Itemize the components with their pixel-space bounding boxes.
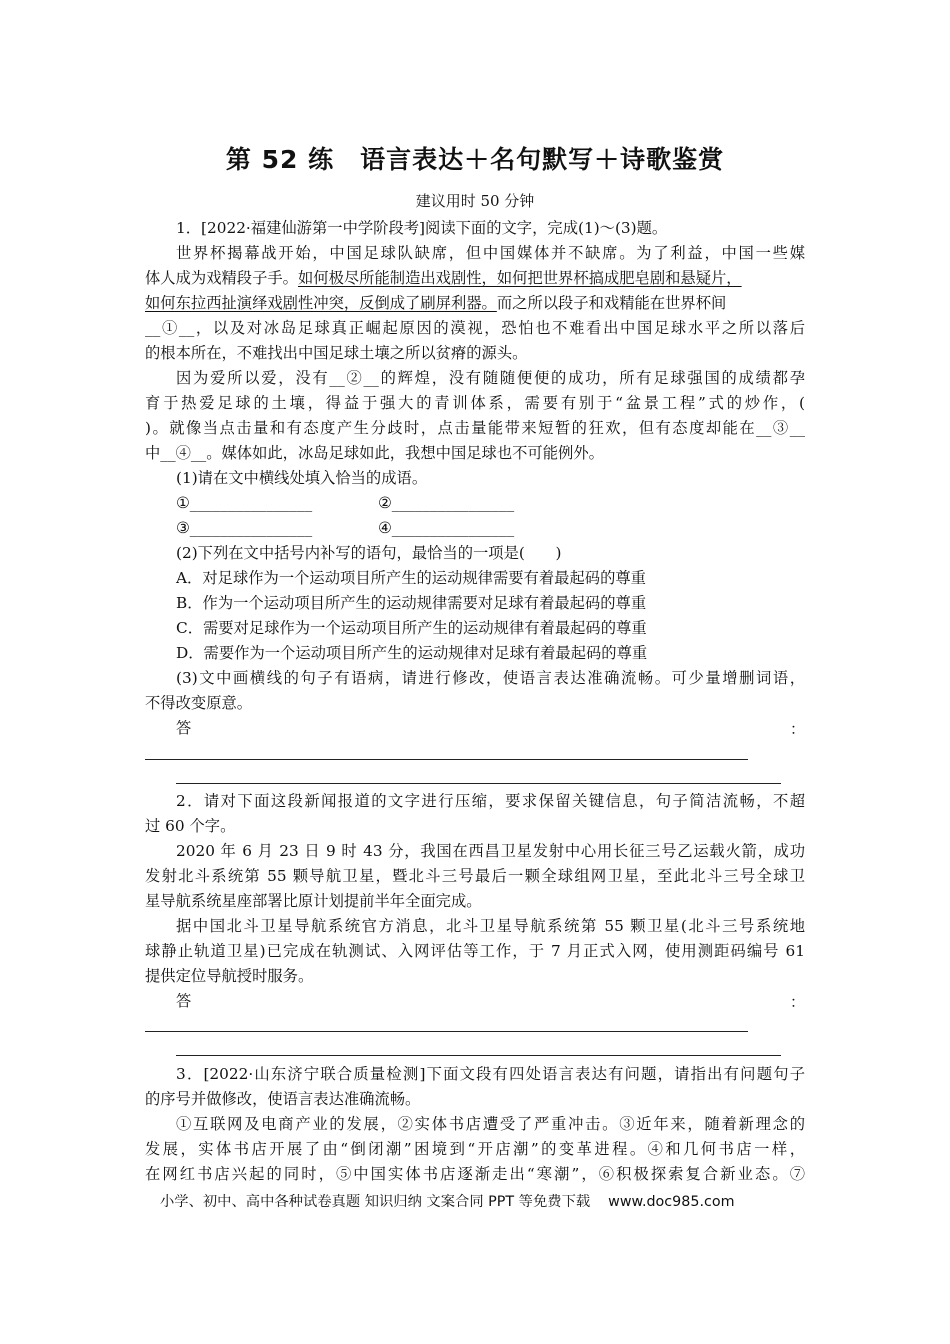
q3-heading: 的序号并做修改，使语言表达准确流畅。 <box>145 1090 421 1108</box>
option-d[interactable]: D．需要作为一个运动项目所产生的运动规律对足球有着最起码的尊重 <box>176 644 648 662</box>
blank-4[interactable]: ④________________ <box>378 519 515 537</box>
q3-passage-line: 发展，实体书店开展了由“倒闭潮”困境到“开店潮”的变革进程。④和几何书店一样， <box>145 1140 805 1158</box>
q1-passage-text: 而之所以段子和戏精能在世界杯间 <box>496 294 727 312</box>
blank-2[interactable]: ②________________ <box>378 494 515 512</box>
q2-heading: 过 60 个字。 <box>145 817 236 835</box>
q1-passage-line: 的根本所在，不难找出中国足球土壤之所以贫瘠的源头。 <box>145 344 528 362</box>
footer <box>160 1191 735 1211</box>
answer-line[interactable] <box>145 759 748 760</box>
q1-passage-text: 体人成为戏精段子手。 <box>145 269 298 287</box>
q1-passage-line: 世界杯揭幕战开始，中国足球队缺席，但中国媒体并不缺席。为了利益，中国一些媒 <box>176 244 805 262</box>
q2-news-line: 星导航系统星座部署比原计划提前半年全面完成。 <box>145 892 482 910</box>
q1-passage-line: 育于热爱足球的土壤，得益于强大的青训体系，需要有别于“盆景工程”式的炒作，( <box>145 394 805 412</box>
answer-colon: ： <box>790 993 806 1011</box>
q1-sub1-prompt: (1)请在文中横线处填入恰当的成语。 <box>176 469 428 487</box>
q1-passage-line: 因为爱所以爱，没有__②__的辉煌，没有随随便便的成功，所有足球强国的成绩都孕 <box>176 369 805 387</box>
q1-passage-line: )。就像当点击量和有态度产生分歧时，点击量能带来短暂的狂欢，但有态度却能在__③__ <box>145 419 805 437</box>
q2-news-line: 球静止轨道卫星)已完成在轨测试、入网评估等工作，于 7 月正式入网，使用测距码编号 61 <box>145 942 805 960</box>
footer-text: 小学、初中、高中各种试卷真题 知识归纳 文案合同 PPT 等免费下载 <box>160 1194 591 1210</box>
answer-colon: ： <box>790 720 806 738</box>
q3-heading: 3．[2022·山东济宁联合质量检测]下面文段有四处语言表达有问题，请指出有问题句子 <box>176 1065 805 1083</box>
option-a[interactable]: A．对足球作为一个运动项目所产生的运动规律需要有着最起码的尊重 <box>176 569 646 587</box>
blank-3[interactable]: ③________________ <box>176 519 313 537</box>
q3-passage-line: 在网红书店兴起的同时，⑤中国实体书店逐渐走出“寒潮”，⑥积极探索复合新业态。⑦ <box>145 1165 805 1183</box>
q1-underlined-sentence: 如何极尽所能制造出戏剧性，如何把世界杯搞成肥皂剧和悬疑片， <box>297 269 742 287</box>
option-c[interactable]: C．需要对足球作为一个运动项目所产生的运动规律有着最起码的尊重 <box>176 619 647 637</box>
q2-news-line: 提供定位导航授时服务。 <box>145 967 314 985</box>
answer-line[interactable] <box>176 1055 781 1056</box>
q3-passage-line: ①互联网及电商产业的发展，②实体书店遭受了严重冲击。③近年来，随着新理念的 <box>176 1115 805 1133</box>
answer-line[interactable] <box>145 1031 748 1032</box>
q2-news-line: 发射北斗系统第 55 颗导航卫星，暨北斗三号最后一颗全球组网卫星，至此北斗三号全球卫 <box>145 867 805 885</box>
q1-underlined-sentence: 如何东拉西扯演绎戏剧性冲突，反倒成了刷屏利器。 <box>145 294 497 312</box>
footer-url[interactable]: www.doc985.com <box>608 1194 735 1210</box>
q1-sub3-prompt: 不得改变原意。 <box>145 694 253 712</box>
answer-label: 答 <box>176 992 192 1010</box>
q2-news-line: 据中国北斗卫星导航系统官方消息，北斗卫星导航系统第 55 颗卫星(北斗三号系统地 <box>176 917 805 935</box>
blank-1[interactable]: ①________________ <box>176 494 313 512</box>
answer-label: 答 <box>176 719 192 737</box>
q1-sub3-prompt: (3)文中画横线的句子有语病，请进行修改，使语言表达准确流畅。可少量增删词语， <box>176 669 805 687</box>
answer-line[interactable] <box>176 783 781 784</box>
q1-passage-line <box>145 266 805 290</box>
page-title: 第 52 练 语言表达＋名句默写＋诗歌鉴赏 <box>225 145 725 174</box>
q1-passage-line: __①__，以及对冰岛足球真正崛起原因的漠视，恐怕也不难看出中国足球水平之所以落后 <box>145 319 805 337</box>
q2-heading: 2．请对下面这段新闻报道的文字进行压缩，要求保留关键信息，句子简洁流畅，不超 <box>176 792 805 810</box>
q1-passage-line: 中__④__。媒体如此，冰岛足球如此，我想中国足球也不可能例外。 <box>145 444 604 462</box>
q1-passage-line <box>145 291 805 315</box>
time-suggestion: 建议用时 50 分钟 <box>415 192 535 210</box>
q2-news-line: 2020 年 6 月 23 日 9 时 43 分，我国在西昌卫星发射中心用长征三号乙运载火箭，成功 <box>176 842 805 860</box>
option-b[interactable]: B．作为一个运动项目所产生的运动规律需要对足球有着最起码的尊重 <box>176 594 647 612</box>
q1-sub2-prompt: (2)下列在文中括号内补写的语句，最恰当的一项是( ) <box>176 544 562 562</box>
q1-heading: 1．[2022·福建仙游第一中学阶段考]阅读下面的文字，完成(1)～(3)题。 <box>176 219 668 237</box>
